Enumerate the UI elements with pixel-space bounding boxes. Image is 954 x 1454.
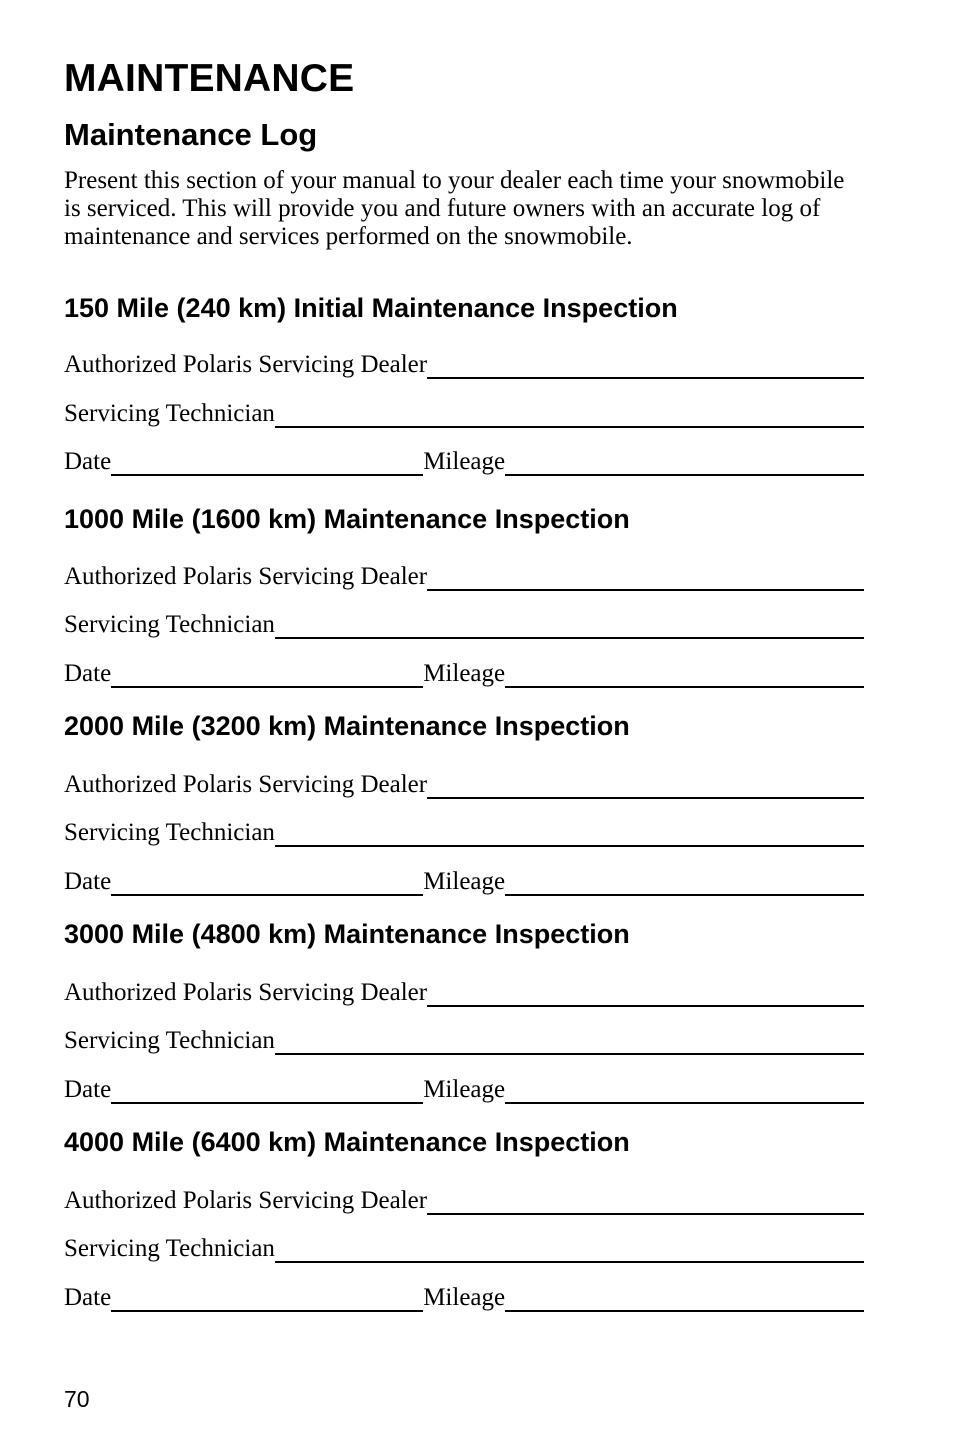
date-blank-line[interactable]: [111, 686, 423, 688]
mileage-blank-line[interactable]: [505, 1310, 864, 1312]
mileage-label: Mileage: [423, 448, 506, 475]
technician-label: Servicing Technician: [64, 400, 275, 427]
inspection-4000-mile: [64, 1126, 864, 1326]
date-blank-line[interactable]: [111, 894, 423, 896]
mileage-blank-line[interactable]: [505, 1102, 864, 1104]
date-label: Date: [64, 660, 112, 687]
date-label: Date: [64, 868, 112, 895]
dealer-field-row: [64, 559, 864, 591]
date-label: Date: [64, 448, 112, 475]
date-mileage-row: [64, 444, 864, 476]
date-mileage-row: [64, 1280, 864, 1312]
dealer-blank-line[interactable]: [427, 377, 864, 379]
dealer-blank-line[interactable]: [427, 589, 864, 591]
technician-field-row: [64, 815, 864, 847]
date-mileage-row: [64, 1072, 864, 1104]
dealer-label: Authorized Polaris Servicing Dealer: [64, 771, 428, 798]
dealer-label: Authorized Polaris Servicing Dealer: [64, 979, 428, 1006]
dealer-field-row: [64, 1183, 864, 1215]
inspection-title: 2000 Mile (3200 km) Maintenance Inspection: [64, 711, 630, 741]
technician-blank-line[interactable]: [275, 426, 864, 428]
technician-label: Servicing Technician: [64, 1235, 275, 1262]
technician-blank-line[interactable]: [275, 637, 864, 639]
dealer-field-row: [64, 767, 864, 799]
dealer-label: Authorized Polaris Servicing Dealer: [64, 563, 428, 590]
inspection-150-mile: [64, 292, 864, 492]
inspection-title: 1000 Mile (1600 km) Maintenance Inspection: [64, 504, 630, 534]
technician-label: Servicing Technician: [64, 1027, 275, 1054]
mileage-blank-line[interactable]: [505, 686, 864, 688]
mileage-label: Mileage: [423, 868, 506, 895]
technician-field-row: [64, 1023, 864, 1055]
date-mileage-row: [64, 656, 864, 688]
technician-blank-line[interactable]: [275, 1261, 864, 1263]
technician-label: Servicing Technician: [64, 611, 275, 638]
page-number: 70: [64, 1386, 90, 1412]
date-label: Date: [64, 1284, 112, 1311]
inspection-title: 150 Mile (240 km) Initial Maintenance Inspection: [64, 293, 678, 323]
mileage-blank-line[interactable]: [505, 894, 864, 896]
dealer-label: Authorized Polaris Servicing Dealer: [64, 351, 428, 378]
inspection-title: 3000 Mile (4800 km) Maintenance Inspection: [64, 919, 630, 949]
dealer-field-row: [64, 347, 864, 379]
technician-field-row: [64, 1231, 864, 1263]
dealer-blank-line[interactable]: [427, 1005, 864, 1007]
dealer-label: Authorized Polaris Servicing Dealer: [64, 1187, 428, 1214]
date-blank-line[interactable]: [111, 1102, 423, 1104]
date-mileage-row: [64, 864, 864, 896]
section-subtitle: Maintenance Log: [64, 117, 318, 152]
technician-blank-line[interactable]: [275, 1053, 864, 1055]
mileage-label: Mileage: [423, 660, 506, 687]
dealer-blank-line[interactable]: [427, 797, 864, 799]
technician-field-row: [64, 396, 864, 428]
technician-blank-line[interactable]: [275, 845, 864, 847]
inspection-title: 4000 Mile (6400 km) Maintenance Inspection: [64, 1127, 630, 1157]
date-blank-line[interactable]: [111, 474, 423, 476]
page-title: MAINTENANCE: [64, 57, 355, 100]
inspection-2000-mile: [64, 710, 864, 910]
intro-paragraph: Present this section of your manual to your dealer each time your snowmobile is serviced. This will provide you and future owners with an accurate log of maintenance and services performed on the snowmobile.: [64, 167, 845, 250]
dealer-blank-line[interactable]: [427, 1213, 864, 1215]
dealer-field-row: [64, 975, 864, 1007]
mileage-blank-line[interactable]: [505, 474, 864, 476]
inspection-3000-mile: [64, 918, 864, 1118]
mileage-label: Mileage: [423, 1076, 506, 1103]
technician-label: Servicing Technician: [64, 819, 275, 846]
date-label: Date: [64, 1076, 112, 1103]
mileage-label: Mileage: [423, 1284, 506, 1311]
technician-field-row: [64, 607, 864, 639]
date-blank-line[interactable]: [111, 1310, 423, 1312]
inspection-1000-mile: [64, 503, 864, 703]
